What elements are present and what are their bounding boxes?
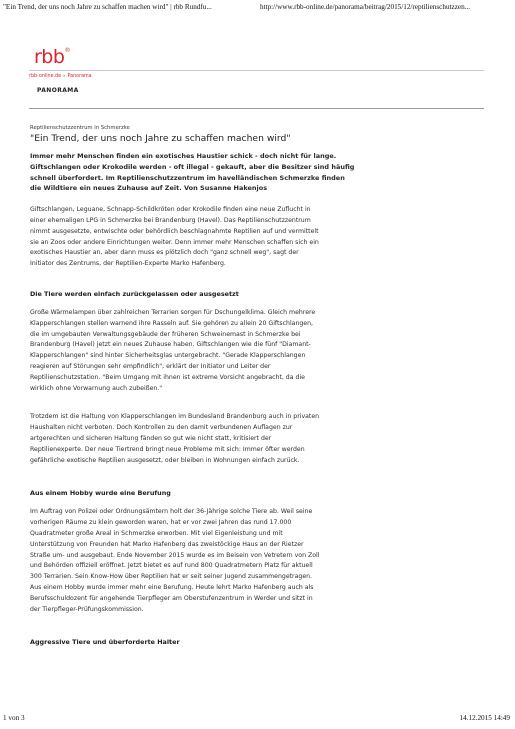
text-line: 300 Terrarien. Sein Know-How über Reptilien hat er seit seiner Jugend zusammengetragen.: [30, 573, 313, 581]
text-line: Aus einem Hobby wurde immer mehr eine Berufung. Heute lehrt Marko Hafenberg auch als: [30, 583, 314, 591]
article-lead: [30, 151, 482, 194]
text-line: gefährliche exotische Reptilien ausgesetzt, oder bleiben in Wohnungen einfach zurück.: [30, 456, 300, 464]
text-line: Unterstützung von Freunden hat Marko Hafenberg das zweistöckige Haus an der Rietzer: [30, 540, 304, 548]
text-line: Klapperschlangen" sind hinter Sicherheitsglas untergebracht. "Gerade Klapperschlangen: [30, 352, 306, 360]
paragraph-intro: [30, 205, 482, 270]
breadcrumb: [29, 73, 92, 79]
print-footer: [3, 714, 512, 724]
text-line: Initiator des Zentrums, der Reptilien-Experte Marko Hafenberg.: [30, 260, 226, 268]
text-line: Straße um- und ausgebaut. Ende November 2015 wurde es im Beisein von Vetretern von Zoll: [30, 551, 320, 559]
header-divider: [29, 70, 484, 71]
lead-line: Giftschlangen oder Krokodile werden - oft illegal - gekauft, aber die Besitzer sind häufig: [30, 162, 355, 171]
print-header-title: "Ein Trend, der uns noch Jahre zu schaffen machen wird" | rbb Rundfu...: [3, 3, 212, 11]
paragraph-4: [30, 507, 482, 615]
text-line: artgerechten und sicheren Haltung fänden so gut wie nicht statt, kritisiert der: [30, 434, 272, 442]
breadcrumb-current-link[interactable]: Panorama: [67, 74, 92, 79]
print-timestamp: 14.12.2015 14:49: [459, 714, 510, 722]
text-line: Große Wärmelampen über zahlreichen Terrarien sorgen für Dschungelklima. Gleich mehrere: [30, 308, 316, 316]
text-line: einer ehemaligen LPG in Schmerzke bei Brandenburg (Havel). Das Reptilienschutzzentrum: [30, 216, 311, 224]
text-line: Giftschlangen, Leguane, Schnapp-Schildkröten oder Krokodile finden eine neue Zuflucht in: [30, 206, 311, 214]
logo-text: rbb: [34, 46, 65, 68]
subheading-1: Die Tiere werden einfach zurückgelassen oder ausgesetzt: [30, 289, 239, 298]
subheading-2: Aus einem Hobby wurde eine Berufung: [30, 489, 171, 498]
paragraph-3: [30, 412, 482, 466]
lead-line: die Wildtiere ein neues Zuhause auf Zeit. Von Susanne Hakenjos: [30, 184, 268, 193]
section-title: PANORAMA: [37, 87, 79, 94]
breadcrumb-separator: »: [63, 73, 66, 78]
article-title: "Ein Trend, der uns noch Jahre zu schaffen machen wird": [30, 133, 291, 144]
paragraph-2: [30, 308, 482, 394]
breadcrumb-home-link[interactable]: rbb-online.de: [29, 74, 62, 79]
rbb-logo[interactable]: [34, 46, 70, 68]
text-line: Berufsschuldozent für angehende Tierpfleger am Oberstufenzentrum in Werder und sitzt in: [30, 594, 313, 602]
text-line: sie an Zoos oder andere Einrichtungen weiter. Denn immer mehr Menschen schaffen sich ein: [30, 238, 319, 246]
text-line: Haushalten nicht verboten. Doch Kontrollen zu den damit verbundenen Auflagen zur: [30, 424, 293, 432]
text-line: der Tierpfleger-Prüfungskommission.: [30, 605, 144, 613]
article: [30, 125, 482, 656]
text-line: vorherigen Räume zu klein geworden waren, hat er vor zwei Jahren das rund 17.000: [30, 519, 292, 527]
text-line: Trotzdem ist die Haltung von Klapperschlangen im Bundesland Brandenburg auch in privaten: [30, 413, 320, 421]
print-header-url: http://www.rbb-online.de/panorama/beitrag/2015/12/reptilienschutzzen...: [260, 3, 471, 11]
text-line: nimmt ausgesetzte, entwischte oder behördlich beschlagnahmte Reptilien auf und vermittelt: [30, 227, 319, 235]
article-kicker: Reptilienschutzzentrum in Schmerzke: [30, 125, 130, 131]
text-line: reagieren auf Störungen sehr empfindlich", erklärt der Initiator und Leiter der: [30, 362, 271, 370]
lead-line: schnell überfordert. Im Reptilienschutzzentrum im havelländischen Schmerzke finden: [30, 173, 345, 182]
text-line: Reptilienschutzstation. "Beim Umgang mit ihnen ist extreme Vorsicht angebracht, da die: [30, 373, 305, 381]
text-line: die im umgebauten Verwaltungsgebäude der früheren Schweinemast in Schmerzke bei: [30, 330, 301, 338]
subheading-3: Aggressive Tiere und überforderte Halter: [30, 638, 180, 647]
text-line: Klapperschlangen stellen warnend ihre Rasseln auf. Sie gehören zu allein 20 Giftschlangen,: [30, 319, 314, 327]
text-line: Im Auftrag von Polizei oder Ordnungsämtern holt der 36-Jährige solche Tiere ab. Weil seine: [30, 508, 313, 516]
section-divider: [29, 108, 484, 109]
text-line: exotisches Haustier an, aber dann muss es plötzlich doch "ganz schnell weg", sagt der: [30, 249, 299, 257]
print-page-number: 1 von 3: [3, 714, 25, 722]
logo-registered-mark: ®: [64, 47, 70, 54]
text-line: wirklich ohne Vorwarnung auch zubeißen.": [30, 384, 163, 392]
print-header: [3, 3, 512, 13]
text-line: und Behörden offiziell eröffnet. Jetzt bietet es auf rund 800 Quadratmetern Platz für aktuell: [30, 562, 313, 570]
text-line: Quadratmeter große Areal in Schmerzke erworben. Mit viel Eigenleistung und mit: [30, 529, 283, 537]
text-line: Brandenburg (Havel) jetzt ein neues Zuhause haben. Giftschlangen wie die fünf "Diamant-: [30, 341, 311, 349]
lead-line: Immer mehr Menschen finden ein exotisches Haustier schick - doch nicht für lange.: [30, 152, 337, 160]
text-line: Reptilienexperte. Der neue Tiertrend bringt neue Probleme mit sich: Immer öfter werden: [30, 445, 305, 453]
